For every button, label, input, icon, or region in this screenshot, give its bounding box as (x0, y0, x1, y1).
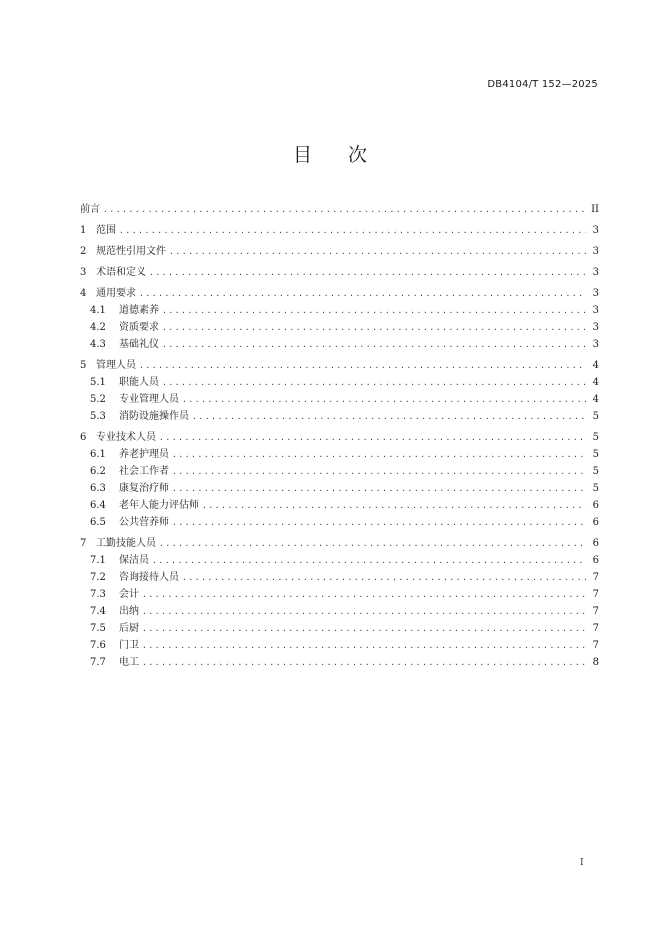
toc-entry[interactable] (80, 514, 599, 531)
toc-entry-number: 7.3 (90, 589, 106, 600)
page-number: I (580, 858, 584, 868)
toc-entry-number: 7.7 (90, 657, 106, 668)
toc-dot-leader (142, 620, 586, 637)
toc-entry-number: 4.3 (90, 339, 106, 350)
toc-entry-page: 8 (592, 657, 599, 668)
toc-entry[interactable] (80, 586, 599, 603)
toc-entry[interactable] (80, 620, 599, 637)
toc-entry[interactable] (80, 302, 599, 319)
toc-entry-number: 6.2 (90, 466, 106, 477)
toc-entry-page: 3 (592, 339, 599, 350)
toc-entry-label: 社会工作者 (119, 466, 169, 477)
toc-entry-page: 3 (592, 288, 599, 299)
table-of-contents (80, 201, 599, 671)
toc-entry-label: 门卫 (119, 640, 139, 651)
toc-entry[interactable] (80, 654, 599, 671)
toc-entry-label: 保洁员 (119, 555, 149, 566)
toc-entry[interactable] (80, 535, 599, 552)
toc-dot-leader (162, 374, 586, 391)
toc-entry[interactable] (80, 637, 599, 654)
toc-entry[interactable] (80, 429, 599, 446)
toc-entry-page: 6 (592, 517, 599, 528)
toc-dot-leader (202, 497, 586, 514)
toc-entry-page: 3 (592, 225, 599, 236)
toc-dot-leader (172, 446, 586, 463)
toc-entry-label: 出纳 (119, 606, 139, 617)
toc-entry-number: 6.3 (90, 483, 106, 494)
toc-entry-label: 职能人员 (119, 377, 159, 388)
toc-entry-number: 6.5 (90, 517, 106, 528)
toc-entry[interactable] (80, 201, 599, 218)
toc-entry-page: II (591, 204, 599, 215)
toc-entry-number: 6.1 (90, 449, 106, 460)
toc-entry-label: 范围 (96, 225, 116, 236)
toc-entry[interactable] (80, 222, 599, 239)
toc-dot-leader (162, 302, 586, 319)
toc-entry[interactable] (80, 497, 599, 514)
toc-entry-label: 资质要求 (119, 322, 159, 333)
toc-entry-page: 3 (592, 305, 599, 316)
toc-entry-label: 专业技术人员 (96, 432, 156, 443)
toc-entry-label: 后厨 (119, 623, 139, 634)
toc-entry[interactable] (80, 319, 599, 336)
toc-entry-number: 5.1 (90, 377, 106, 388)
toc-entry-page: 7 (592, 623, 599, 634)
toc-entry-number: 7.2 (90, 572, 106, 583)
toc-entry-label: 规范性引用文件 (96, 246, 166, 257)
toc-entry-page: 4 (592, 360, 599, 371)
toc-entry-number: 4 (80, 288, 87, 299)
toc-dot-leader (142, 603, 586, 620)
toc-entry-number: 6.4 (90, 500, 106, 511)
toc-entry-label: 道德素养 (119, 305, 159, 316)
toc-entry-page: 3 (592, 322, 599, 333)
toc-dot-leader (142, 586, 586, 603)
toc-dot-leader (103, 201, 586, 218)
toc-entry-label: 康复治疗师 (119, 483, 169, 494)
toc-entry-label: 基础礼仪 (119, 339, 159, 350)
toc-entry-number: 1 (80, 225, 87, 236)
toc-dot-leader (139, 357, 586, 374)
toc-dot-leader (172, 514, 586, 531)
toc-entry-label: 电工 (119, 657, 139, 668)
toc-entry-page: 5 (592, 432, 599, 443)
toc-entry[interactable] (80, 336, 599, 353)
page-title (0, 140, 662, 167)
toc-dot-leader (139, 285, 586, 302)
toc-entry-label: 公共营养师 (119, 517, 169, 528)
toc-dot-leader (142, 637, 586, 654)
title-char-2: 次 (348, 144, 370, 166)
toc-entry-number: 7.1 (90, 555, 106, 566)
toc-entry-label: 专业管理人员 (119, 394, 179, 405)
document-code: DB4104/T 152—2025 (487, 79, 598, 90)
toc-entry-number: 7.4 (90, 606, 106, 617)
toc-dot-leader (142, 654, 586, 671)
toc-entry-number: 7.6 (90, 640, 106, 651)
toc-entry-page: 5 (592, 466, 599, 477)
toc-dot-leader (159, 535, 586, 552)
toc-entry-page: 4 (592, 394, 599, 405)
toc-entry[interactable] (80, 357, 599, 374)
toc-entry-page: 3 (592, 267, 599, 278)
toc-entry-page: 5 (592, 449, 599, 460)
toc-dot-leader (172, 480, 586, 497)
toc-entry[interactable] (80, 285, 599, 302)
toc-entry-page: 6 (592, 538, 599, 549)
toc-entry-number: 4.2 (90, 322, 106, 333)
toc-dot-leader (159, 429, 586, 446)
toc-dot-leader (162, 319, 586, 336)
toc-entry-label: 术语和定义 (96, 267, 146, 278)
toc-entry-label: 会计 (119, 589, 139, 600)
toc-entry-number: 5.2 (90, 394, 106, 405)
toc-entry-number: 5.3 (90, 411, 106, 422)
title-char-1: 目 (292, 144, 314, 166)
toc-entry-number: 4.1 (90, 305, 106, 316)
toc-entry-number: 5 (80, 360, 87, 371)
toc-entry-page: 6 (592, 555, 599, 566)
toc-entry-number: 2 (80, 246, 87, 257)
toc-entry-label: 工勤技能人员 (96, 538, 156, 549)
toc-entry[interactable] (80, 569, 599, 586)
toc-entry[interactable] (80, 463, 599, 480)
toc-entry[interactable] (80, 374, 599, 391)
toc-entry-number: 7 (80, 538, 87, 549)
toc-entry[interactable] (80, 243, 599, 260)
toc-entry-label: 养老护理员 (119, 449, 169, 460)
toc-entry-page: 7 (592, 640, 599, 651)
toc-entry[interactable] (80, 446, 599, 463)
toc-dot-leader (119, 222, 586, 239)
toc-dot-leader (169, 243, 586, 260)
toc-entry[interactable] (80, 408, 599, 425)
toc-entry-page: 5 (592, 483, 599, 494)
toc-entry-label: 老年人能力评估师 (119, 500, 199, 511)
toc-dot-leader (152, 552, 586, 569)
toc-entry-label: 咨询接待人员 (119, 572, 179, 583)
toc-entry[interactable] (80, 264, 599, 281)
toc-entry-page: 3 (592, 246, 599, 257)
toc-entry[interactable] (80, 603, 599, 620)
toc-entry-page: 7 (592, 572, 599, 583)
toc-entry-number: 7.5 (90, 623, 106, 634)
toc-dot-leader (192, 408, 586, 425)
toc-entry-number: 6 (80, 432, 87, 443)
toc-entry-page: 7 (592, 606, 599, 617)
toc-entry-label: 前言 (80, 204, 100, 215)
toc-entry-label: 消防设施操作员 (119, 411, 189, 422)
toc-entry-page: 5 (592, 411, 599, 422)
toc-dot-leader (172, 463, 586, 480)
toc-entry-page: 4 (592, 377, 599, 388)
toc-entry-page: 6 (592, 500, 599, 511)
toc-entry-number: 3 (80, 267, 87, 278)
toc-entry[interactable] (80, 391, 599, 408)
toc-entry[interactable] (80, 552, 599, 569)
toc-dot-leader (162, 336, 586, 353)
toc-entry-page: 7 (592, 589, 599, 600)
toc-entry-label: 管理人员 (96, 360, 136, 371)
toc-entry-label: 通用要求 (96, 288, 136, 299)
toc-dot-leader (182, 569, 586, 586)
toc-entry[interactable] (80, 480, 599, 497)
toc-dot-leader (182, 391, 586, 408)
toc-dot-leader (149, 264, 586, 281)
